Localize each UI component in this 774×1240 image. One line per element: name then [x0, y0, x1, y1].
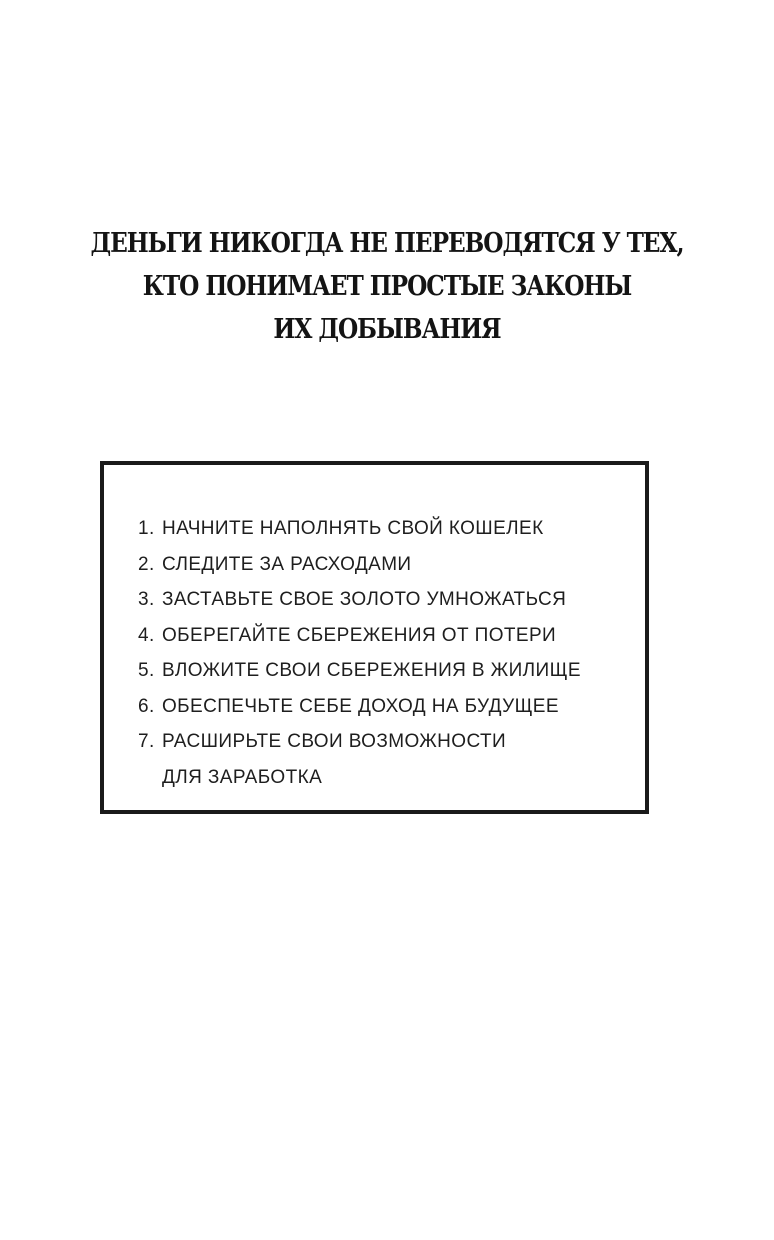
- list-item-line: СЛЕДИТЕ ЗА РАСХОДАМИ: [162, 553, 412, 575]
- list-item-line: НАЧНИТЕ НАПОЛНЯТЬ СВОЙ КОШЕЛЕК: [162, 518, 544, 539]
- list-item-line: ОБЕРЕГАЙТЕ СБЕРЕЖЕНИЯ ОТ ПОТЕРИ: [162, 624, 557, 646]
- list-item-line: ВЛОЖИТЕ СВОИ СБЕРЕЖЕНИЯ В ЖИЛИЩЕ: [162, 660, 581, 681]
- list-item-number: 1.: [138, 518, 155, 539]
- list-item-number: 2.: [138, 553, 155, 575]
- list-item-number: 3.: [138, 589, 155, 610]
- heading-line: ДЕНЬГИ НИКОГДА НЕ ПЕРЕВОДЯТСЯ У ТЕХ,: [90, 228, 684, 259]
- list-item-text: [162, 724, 506, 795]
- list-item-number: 4.: [138, 624, 155, 646]
- heading-line: КТО ПОНИМАЕТ ПРОСТЫЕ ЗАКОНЫ: [142, 271, 632, 302]
- list-item: [138, 618, 581, 654]
- rules-list: [138, 511, 581, 795]
- list-item-number: 7.: [138, 731, 155, 752]
- list-item: [138, 689, 581, 725]
- list-item-text: [162, 582, 566, 618]
- list-item-text: [162, 689, 559, 725]
- list-item-text: [162, 653, 581, 689]
- list-item-line: ДЛЯ ЗАРАБОТКА: [162, 766, 323, 788]
- list-item-number: 6.: [138, 695, 155, 717]
- page-heading: [54, 222, 720, 351]
- list-item-line: ОБЕСПЕЧЬТЕ СЕБЕ ДОХОД НА БУДУЩЕЕ: [162, 695, 559, 717]
- list-item: [138, 547, 581, 583]
- list-item: [138, 724, 581, 795]
- list-item: [138, 582, 581, 618]
- list-item-line: РАСШИРЬТЕ СВОИ ВОЗМОЖНОСТИ: [162, 731, 507, 752]
- list-item: [138, 511, 581, 547]
- rules-box: [100, 461, 649, 814]
- list-item-line: ЗАСТАВЬТЕ СВОЕ ЗОЛОТО УМНОЖАТЬСЯ: [162, 589, 567, 610]
- list-item: [138, 653, 581, 689]
- list-item-text: [162, 547, 411, 583]
- list-item-number: 5.: [138, 660, 155, 681]
- heading-line: ИХ ДОБЫВАНИЯ: [273, 314, 501, 345]
- list-item-text: [162, 618, 556, 654]
- list-item-text: [162, 511, 544, 547]
